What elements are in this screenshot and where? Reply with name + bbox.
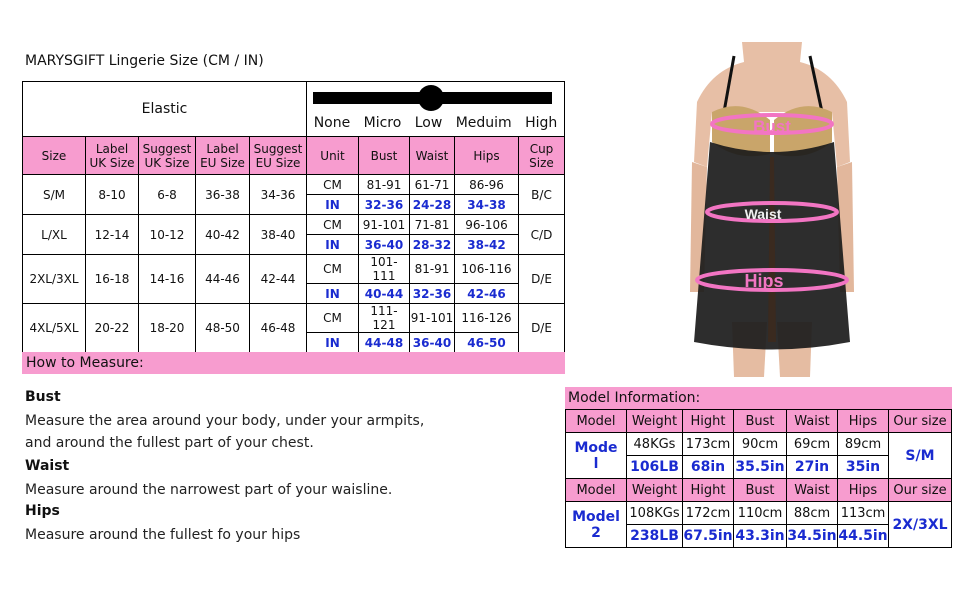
model-1-height-in: 68in bbox=[683, 456, 734, 479]
model-col-our-size-2: Our size bbox=[889, 479, 952, 502]
cell-size: 4XL/5XL bbox=[23, 304, 86, 353]
table-row bbox=[566, 502, 952, 525]
elastic-label: Elastic bbox=[23, 82, 307, 137]
model-col-hight: Hight bbox=[683, 410, 734, 433]
cell-suggest-uk: 10-12 bbox=[139, 215, 196, 255]
cell-unit-cm: CM bbox=[307, 175, 359, 195]
model-1-hips-cm: 89cm bbox=[838, 433, 889, 456]
model-col-model: Model bbox=[566, 410, 627, 433]
cell-cup: D/E bbox=[519, 255, 565, 304]
model-2-bust-cm: 110cm bbox=[734, 502, 787, 525]
model-col-waist: Waist bbox=[787, 410, 838, 433]
cell-waist-in: 24-28 bbox=[410, 195, 455, 215]
cell-bust-cm: 101-111 bbox=[359, 255, 410, 284]
cell-hips-cm: 86-96 bbox=[455, 175, 519, 195]
table-row bbox=[23, 215, 565, 235]
cell-suggest-uk: 14-16 bbox=[139, 255, 196, 304]
cell-label-eu: 36-38 bbox=[196, 175, 250, 215]
measure-waist-text: Measure around the narrowest part of your waisline. bbox=[25, 482, 393, 498]
elastic-none: None bbox=[313, 115, 351, 131]
model-col-bust: Bust bbox=[734, 410, 787, 433]
cell-cup: D/E bbox=[519, 304, 565, 353]
cell-hips-cm: 116-126 bbox=[455, 304, 519, 333]
cell-bust-in: 44-48 bbox=[359, 333, 410, 353]
photo-bust-label: Bust bbox=[753, 117, 791, 136]
cell-unit-cm: CM bbox=[307, 304, 359, 333]
model-info-title: Model Information: bbox=[568, 390, 701, 406]
model-2-waist-in: 34.5in bbox=[787, 525, 838, 548]
cell-size: S/M bbox=[23, 175, 86, 215]
elastic-indicator bbox=[418, 85, 444, 111]
cell-hips-in: 38-42 bbox=[455, 235, 519, 255]
header-cup: Cup Size bbox=[519, 137, 565, 175]
model-1-bust-in: 35.5in bbox=[734, 456, 787, 479]
cell-bust-cm: 91-101 bbox=[359, 215, 410, 235]
model-1-hips-in: 35in bbox=[838, 456, 889, 479]
cell-label-eu: 48-50 bbox=[196, 304, 250, 353]
header-label-eu: Label EU Size bbox=[196, 137, 250, 175]
product-photo bbox=[672, 42, 872, 377]
cell-unit-in: IN bbox=[307, 284, 359, 304]
model-1-weight-lb: 106LB bbox=[627, 456, 683, 479]
cell-suggest-eu: 38-40 bbox=[250, 215, 307, 255]
cell-label-eu: 44-46 bbox=[196, 255, 250, 304]
model-1-waist-cm: 69cm bbox=[787, 433, 838, 456]
cell-waist-cm: 61-71 bbox=[410, 175, 455, 195]
cell-waist-in: 32-36 bbox=[410, 284, 455, 304]
lingerie-illustration bbox=[672, 42, 872, 377]
cell-suggest-eu: 42-44 bbox=[250, 255, 307, 304]
model-2-weight-kg: 108KGs bbox=[627, 502, 683, 525]
elastic-high: High bbox=[525, 115, 558, 131]
cell-label-uk: 12-14 bbox=[86, 215, 139, 255]
model-info-header bbox=[565, 387, 952, 409]
cell-suggest-uk: 18-20 bbox=[139, 304, 196, 353]
table-row bbox=[23, 255, 565, 284]
measure-hips-text: Measure around the fullest fo your hips bbox=[25, 527, 301, 543]
cell-unit-cm: CM bbox=[307, 215, 359, 235]
elastic-low: Low bbox=[414, 115, 443, 131]
cell-hips-in: 34-38 bbox=[455, 195, 519, 215]
cell-bust-cm: 111-121 bbox=[359, 304, 410, 333]
cell-size: 2XL/3XL bbox=[23, 255, 86, 304]
elastic-scale bbox=[307, 82, 565, 137]
cell-waist-cm: 91-101 bbox=[410, 304, 455, 333]
model-1-bust-cm: 90cm bbox=[734, 433, 787, 456]
model-2-bust-in: 43.3in bbox=[734, 525, 787, 548]
model-col-waist-2: Waist bbox=[787, 479, 838, 502]
header-unit: Unit bbox=[307, 137, 359, 175]
header-bust: Bust bbox=[359, 137, 410, 175]
photo-hips-label: Hips bbox=[744, 271, 784, 291]
cell-bust-in: 40-44 bbox=[359, 284, 410, 304]
model-col-hight-2: Hight bbox=[683, 479, 734, 502]
cell-bust-in: 36-40 bbox=[359, 235, 410, 255]
measure-bust-text-2: and around the fullest part of your chest. bbox=[25, 435, 314, 451]
model-1-our-size: S/M bbox=[889, 433, 952, 479]
cell-waist-in: 36-40 bbox=[410, 333, 455, 353]
model-2-height-cm: 172cm bbox=[683, 502, 734, 525]
model-2-name: Model 2 bbox=[566, 502, 627, 548]
cell-bust-in: 32-36 bbox=[359, 195, 410, 215]
photo-waist-label: Waist bbox=[744, 206, 782, 222]
model-col-hips-2: Hips bbox=[838, 479, 889, 502]
cell-label-eu: 40-42 bbox=[196, 215, 250, 255]
model-2-waist-cm: 88cm bbox=[787, 502, 838, 525]
elastic-micro: Micro bbox=[363, 115, 402, 131]
cell-waist-in: 28-32 bbox=[410, 235, 455, 255]
model-1-name: Mode l bbox=[566, 433, 627, 479]
model-col-bust-2: Bust bbox=[734, 479, 787, 502]
cell-label-uk: 8-10 bbox=[86, 175, 139, 215]
header-suggest-eu: Suggest EU Size bbox=[250, 137, 307, 175]
model-col-model-2: Model bbox=[566, 479, 627, 502]
cell-size: L/XL bbox=[23, 215, 86, 255]
cell-cup: C/D bbox=[519, 215, 565, 255]
cell-hips-cm: 96-106 bbox=[455, 215, 519, 235]
cell-unit-in: IN bbox=[307, 333, 359, 353]
table-row bbox=[23, 175, 565, 195]
header-size: Size bbox=[23, 137, 86, 175]
cell-unit-cm: CM bbox=[307, 255, 359, 284]
cell-hips-cm: 106-116 bbox=[455, 255, 519, 284]
measure-hips-title: Hips bbox=[25, 503, 60, 519]
cell-hips-in: 46-50 bbox=[455, 333, 519, 353]
cell-label-uk: 16-18 bbox=[86, 255, 139, 304]
cell-label-uk: 20-22 bbox=[86, 304, 139, 353]
table-row bbox=[566, 433, 952, 456]
elastic-meduim: Meduim bbox=[455, 115, 512, 131]
header-hips: Hips bbox=[455, 137, 519, 175]
model-1-waist-in: 27in bbox=[787, 456, 838, 479]
model-info-table bbox=[565, 409, 952, 548]
size-chart-table bbox=[22, 81, 565, 353]
cell-suggest-eu: 34-36 bbox=[250, 175, 307, 215]
measure-bust-text-1: Measure the area around your body, under your armpits, bbox=[25, 413, 425, 429]
measure-waist-title: Waist bbox=[25, 458, 70, 474]
cell-cup: B/C bbox=[519, 175, 565, 215]
model-2-our-size: 2X/3XL bbox=[889, 502, 952, 548]
cell-waist-cm: 71-81 bbox=[410, 215, 455, 235]
cell-suggest-uk: 6-8 bbox=[139, 175, 196, 215]
header-waist: Waist bbox=[410, 137, 455, 175]
model-2-hips-in: 44.5in bbox=[838, 525, 889, 548]
table-row bbox=[23, 304, 565, 333]
model-1-weight-kg: 48KGs bbox=[627, 433, 683, 456]
cell-bust-cm: 81-91 bbox=[359, 175, 410, 195]
model-col-hips: Hips bbox=[838, 410, 889, 433]
how-to-measure-header bbox=[22, 352, 565, 374]
model-2-hips-cm: 113cm bbox=[838, 502, 889, 525]
model-1-height-cm: 173cm bbox=[683, 433, 734, 456]
model-col-weight: Weight bbox=[627, 410, 683, 433]
model-col-our-size: Our size bbox=[889, 410, 952, 433]
how-to-measure-title: How to Measure: bbox=[26, 355, 144, 371]
model-2-height-in: 67.5in bbox=[683, 525, 734, 548]
cell-waist-cm: 81-91 bbox=[410, 255, 455, 284]
cell-suggest-eu: 46-48 bbox=[250, 304, 307, 353]
header-suggest-uk: Suggest UK Size bbox=[139, 137, 196, 175]
cell-unit-in: IN bbox=[307, 195, 359, 215]
cell-hips-in: 42-46 bbox=[455, 284, 519, 304]
header-label-uk: Label UK Size bbox=[86, 137, 139, 175]
model-2-weight-lb: 238LB bbox=[627, 525, 683, 548]
chart-title: MARYSGIFT Lingerie Size (CM / IN) bbox=[25, 53, 264, 69]
model-col-weight-2: Weight bbox=[627, 479, 683, 502]
cell-unit-in: IN bbox=[307, 235, 359, 255]
measure-bust-title: Bust bbox=[25, 389, 61, 405]
